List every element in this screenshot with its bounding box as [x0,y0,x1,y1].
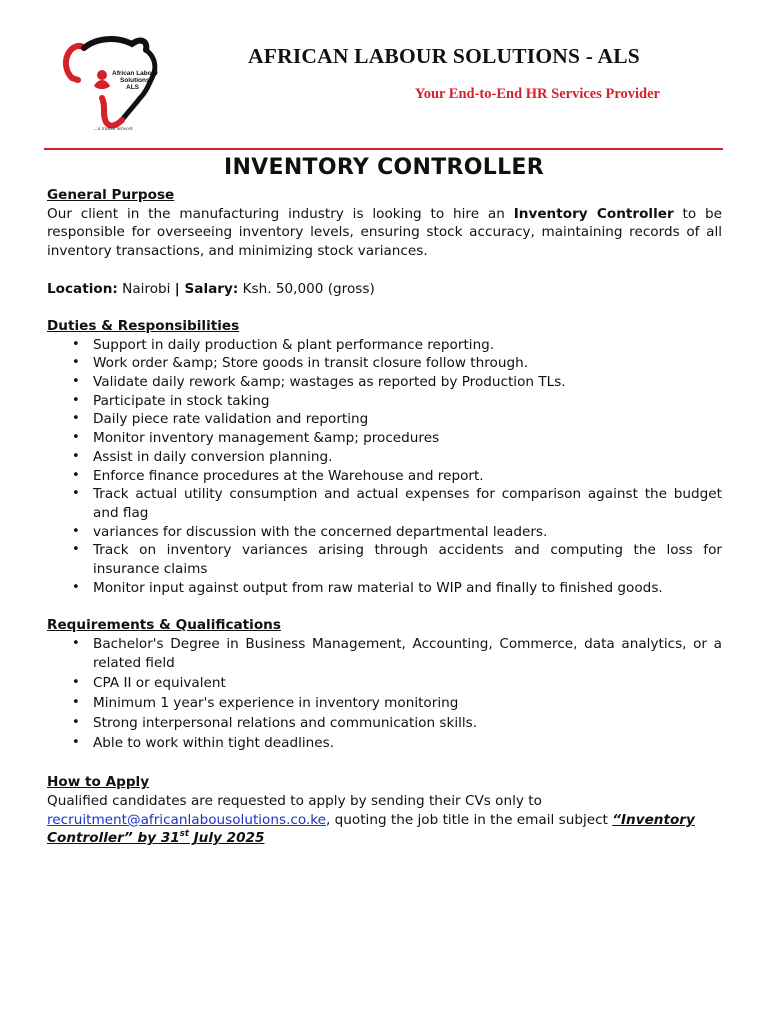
job-title: INVENTORY CONTROLLER [223,155,544,180]
duty-item: • variances for discussion with the concerned departmental leaders. [47,523,722,542]
header-divider [44,148,723,150]
duties-heading: Duties & Responsibilities [47,317,240,334]
general-purpose-text-before: Our client in the manufacturing industry is looking to hire an [47,205,514,222]
duty-item: • Track actual utility consumption and actual expenses for comparison against the budget and flag [47,485,722,522]
how-to-apply-text-mid: , quoting the job title in the email subject [326,811,613,828]
general-purpose-role: Inventory Controller [513,205,674,222]
email-subject-main: “Inventory Controller” by 31 [47,811,695,847]
how-to-apply-text: Qualified candidates are requested to apply by sending their CVs only to [47,792,542,809]
company-logo [54,28,180,136]
requirement-item: • Able to work within tight deadlines. [47,734,722,753]
salary-value: Ksh. 50,000 (gross) [238,280,375,297]
duty-item: • Monitor input against output from raw material to WIP and finally to finished goods. [47,579,722,598]
logo-text-line1: African Labour [112,70,159,77]
duty-item: • Work order &amp; Store goods in transit closure follow through. [47,354,722,373]
general-purpose-heading: General Purpose [47,187,175,203]
how-to-apply-email-line [47,811,722,848]
general-purpose-text [47,205,722,261]
location-value: Nairobi [117,280,175,297]
requirement-item: • Strong interpersonal relations and communication skills. [47,714,722,733]
requirements-list [47,635,722,753]
duty-item: • Assist in daily conversion planning. [47,448,722,467]
duty-item: • Support in daily production & plant performance reporting. [47,336,722,355]
requirements-heading: Requirements & Qualifications [47,617,281,634]
email-subject-superscript: st [179,829,189,840]
requirement-item: • Bachelor's Degree in Business Management, Accounting, Commerce, data analytics, or a related field [47,635,722,672]
how-to-apply-heading: How to Apply [47,774,150,791]
location-label: Location: [47,280,118,297]
recruitment-email-link[interactable]: recruitment@africanlabousolutions.co.ke [47,811,327,828]
meta-separator: | [174,280,180,297]
logo-slogan: ...a trusted network [94,127,133,132]
salary-label: Salary: [179,280,239,297]
duty-item: • Validate daily rework &amp; wastages as reported by Production TLs. [47,373,722,392]
duty-item: • Track on inventory variances arising through accidents and computing the loss for insurance claims [47,541,722,578]
duty-item: • Daily piece rate validation and reporting [47,410,722,429]
logo-text-line2: Solutions [120,77,150,84]
general-purpose-text-after: to be responsible for overseeing inventory levels, ensuring stock accuracy, maintaining records of all inventory transactions, and minimizing stock variances. [47,205,723,260]
location-salary-line [47,280,722,299]
company-tagline: Your End-to-End HR Services Provider [414,86,660,102]
duty-item: • Participate in stock taking [47,392,722,411]
requirement-item: • Minimum 1 year's experience in inventory monitoring [47,694,722,713]
duty-item: • Monitor inventory management &amp; procedures [47,429,722,448]
email-subject-end: July 2025 [188,830,265,847]
logo-text-line3: ALS [126,84,139,91]
africa-map-logo-icon [54,28,180,136]
duty-item: • Enforce finance procedures at the Warehouse and report. [47,467,722,486]
requirement-item: • CPA II or equivalent [47,674,722,693]
job-content [47,186,722,848]
duties-list [47,336,722,598]
company-name: AFRICAN LABOUR SOLUTIONS - ALS [248,44,640,68]
